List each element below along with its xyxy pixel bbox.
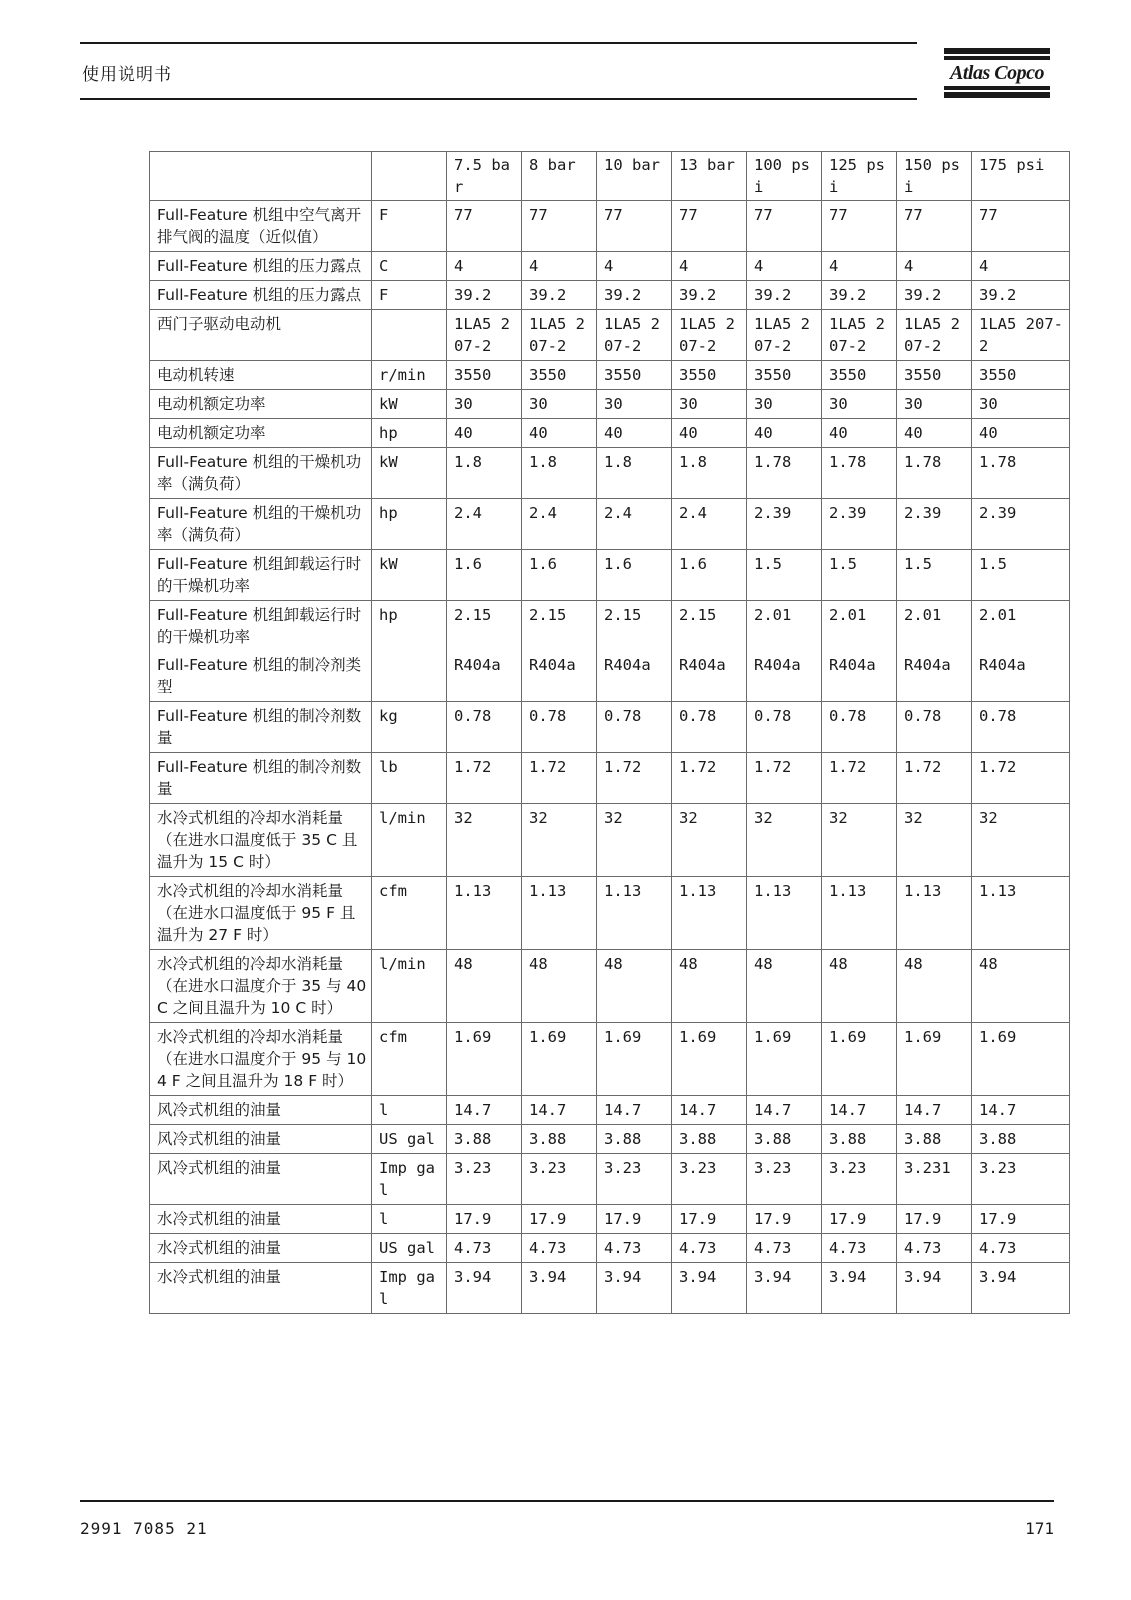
header-pressure-cell: 175 psi [972,152,1070,201]
value-cell: 3.23 [672,1154,747,1205]
header-pressure-cell: 8 bar [522,152,597,201]
logo-text: Atlas Copco [950,62,1044,84]
table-row [150,252,1070,281]
value-cell: 40 [972,419,1070,448]
value-cell: 2.01 [747,601,822,652]
value-cell: 1.13 [897,877,972,950]
value-cell: 1.72 [597,753,672,804]
value-cell: 2.4 [597,499,672,550]
unit-cell: l/min [372,804,447,877]
value-cell: 4 [522,252,597,281]
table-row [150,877,1070,950]
value-cell: 1.72 [447,753,522,804]
value-cell: 39.2 [897,281,972,310]
value-cell: 3.23 [447,1154,522,1205]
row-label: 水冷式机组的冷却水消耗量（在进水口温度低于 95 F 且温升为 27 F 时） [150,877,372,950]
value-cell: 3.23 [822,1154,897,1205]
atlas-copco-logo [944,48,1050,98]
value-cell: 1LA5 207-2 [822,310,897,361]
value-cell: 17.9 [972,1205,1070,1234]
value-cell: 2.4 [447,499,522,550]
unit-cell: kW [372,390,447,419]
value-cell: 0.78 [897,702,972,753]
value-cell: R404a [447,651,522,702]
value-cell: 3.94 [447,1263,522,1314]
value-cell: 3.23 [972,1154,1070,1205]
row-label: 电动机转速 [150,361,372,390]
value-cell: 39.2 [672,281,747,310]
table-row [150,310,1070,361]
unit-cell: l [372,1096,447,1125]
value-cell: 48 [897,950,972,1023]
value-cell: 77 [972,201,1070,252]
value-cell: 1.69 [897,1023,972,1096]
value-cell: R404a [597,651,672,702]
table-row [150,950,1070,1023]
table-row [150,702,1070,753]
value-cell: 30 [822,390,897,419]
value-cell: 17.9 [822,1205,897,1234]
value-cell: 17.9 [522,1205,597,1234]
value-cell: 1.13 [747,877,822,950]
unit-cell: lb [372,753,447,804]
value-cell: 48 [672,950,747,1023]
value-cell: 1LA5 207-2 [972,310,1070,361]
value-cell: 14.7 [447,1096,522,1125]
value-cell: 4 [972,252,1070,281]
table-row [150,499,1070,550]
unit-cell: r/min [372,361,447,390]
row-label: 水冷式机组的油量 [150,1234,372,1263]
value-cell: 14.7 [972,1096,1070,1125]
value-cell: 3550 [447,361,522,390]
value-cell: 4.73 [672,1234,747,1263]
value-cell: 39.2 [972,281,1070,310]
value-cell: 3.94 [747,1263,822,1314]
page-number: 171 [1025,1519,1054,1538]
value-cell: 40 [447,419,522,448]
value-cell: 3.88 [672,1125,747,1154]
value-cell: 3.94 [972,1263,1070,1314]
value-cell: 0.78 [522,702,597,753]
value-cell: 40 [747,419,822,448]
value-cell: 4.73 [972,1234,1070,1263]
header-pressure-cell: 13 bar [672,152,747,201]
value-cell: 48 [822,950,897,1023]
value-cell: 2.39 [747,499,822,550]
value-cell: 0.78 [972,702,1070,753]
header-pressure-cell: 150 psi [897,152,972,201]
value-cell: 2.01 [897,601,972,652]
value-cell: 1LA5 207-2 [897,310,972,361]
table-row [150,281,1070,310]
value-cell: 14.7 [897,1096,972,1125]
row-label: Full-Feature 机组的干燥机功率（满负荷） [150,499,372,550]
value-cell: 32 [822,804,897,877]
value-cell: 3.94 [672,1263,747,1314]
value-cell: 1.72 [822,753,897,804]
value-cell: 1.6 [597,550,672,601]
row-label: Full-Feature 机组的制冷剂数量 [150,753,372,804]
row-label: Full-Feature 机组中空气离开排气阀的温度（近似值） [150,201,372,252]
value-cell: 32 [522,804,597,877]
value-cell: 77 [447,201,522,252]
value-cell: 32 [747,804,822,877]
value-cell: 77 [897,201,972,252]
row-label: Full-Feature 机组的干燥机功率（满负荷） [150,448,372,499]
value-cell: 1.69 [972,1023,1070,1096]
unit-cell: US gal [372,1125,447,1154]
value-cell: 4 [822,252,897,281]
header-row [150,152,1070,201]
value-cell: 1.69 [447,1023,522,1096]
value-cell: 1.72 [522,753,597,804]
value-cell: 4 [747,252,822,281]
value-cell: 32 [672,804,747,877]
value-cell: 1LA5 207-2 [447,310,522,361]
value-cell: 1.72 [897,753,972,804]
value-cell: 32 [447,804,522,877]
value-cell: 2.4 [522,499,597,550]
table-row [150,419,1070,448]
header-rule-bottom [80,98,917,100]
value-cell: 4.73 [522,1234,597,1263]
row-label: 风冷式机组的油量 [150,1096,372,1125]
value-cell: 4 [672,252,747,281]
header-pressure-cell: 7.5 bar [447,152,522,201]
value-cell: 1.69 [747,1023,822,1096]
value-cell: 17.9 [897,1205,972,1234]
table-row [150,390,1070,419]
logo-bar [944,92,1050,98]
value-cell: 1.72 [972,753,1070,804]
value-cell: 39.2 [822,281,897,310]
value-cell: 2.39 [822,499,897,550]
table-row [150,1234,1070,1263]
value-cell: 3.88 [522,1125,597,1154]
row-label: Full-Feature 机组的压力露点 [150,252,372,281]
table-row [150,804,1070,877]
value-cell: 0.78 [822,702,897,753]
value-cell: 40 [672,419,747,448]
table-row [150,1023,1070,1096]
value-cell: 40 [822,419,897,448]
value-cell: 48 [597,950,672,1023]
row-label: 水冷式机组的油量 [150,1205,372,1234]
value-cell: 1.6 [447,550,522,601]
value-cell: 1.69 [822,1023,897,1096]
unit-cell [372,651,447,702]
value-cell: 3550 [897,361,972,390]
row-label: 水冷式机组的冷却水消耗量（在进水口温度低于 35 C 且温升为 15 C 时） [150,804,372,877]
value-cell: 40 [522,419,597,448]
value-cell: 3.88 [822,1125,897,1154]
value-cell: 1LA5 207-2 [747,310,822,361]
value-cell: 1.78 [897,448,972,499]
row-label: 电动机额定功率 [150,390,372,419]
value-cell: 1LA5 207-2 [522,310,597,361]
value-cell: 2.01 [822,601,897,652]
value-cell: 30 [522,390,597,419]
value-cell: 77 [747,201,822,252]
value-cell: 77 [672,201,747,252]
value-cell: 1.78 [972,448,1070,499]
value-cell: 14.7 [822,1096,897,1125]
value-cell: 4.73 [897,1234,972,1263]
value-cell: R404a [822,651,897,702]
value-cell: 30 [897,390,972,419]
value-cell: 1.5 [822,550,897,601]
value-cell: 32 [972,804,1070,877]
row-label: 水冷式机组的油量 [150,1263,372,1314]
table-row [150,601,1070,652]
value-cell: 3.94 [597,1263,672,1314]
table-row [150,1205,1070,1234]
value-cell: 1.5 [897,550,972,601]
value-cell: 77 [822,201,897,252]
value-cell: 32 [897,804,972,877]
value-cell: 3.88 [597,1125,672,1154]
value-cell: 2.39 [972,499,1070,550]
value-cell: 0.78 [672,702,747,753]
table-row [150,550,1070,601]
table-row [150,651,1070,702]
row-label: 水冷式机组的冷却水消耗量（在进水口温度介于 35 与 40 C 之间且温升为 10 C 时） [150,950,372,1023]
value-cell: 3550 [522,361,597,390]
value-cell: 48 [522,950,597,1023]
value-cell: 1.69 [597,1023,672,1096]
value-cell: 17.9 [597,1205,672,1234]
value-cell: 3550 [972,361,1070,390]
row-label: 西门子驱动电动机 [150,310,372,361]
value-cell: 1.6 [522,550,597,601]
header-pressure-cell: 10 bar [597,152,672,201]
table-row [150,1096,1070,1125]
table-row [150,753,1070,804]
value-cell: 17.9 [672,1205,747,1234]
unit-cell: hp [372,419,447,448]
row-label: 水冷式机组的冷却水消耗量（在进水口温度介于 95 与 104 F 之间且温升为 18 F 时） [150,1023,372,1096]
value-cell: 3.94 [522,1263,597,1314]
value-cell: 39.2 [747,281,822,310]
value-cell: 30 [447,390,522,419]
value-cell: 48 [447,950,522,1023]
header-rule-top [80,42,917,44]
value-cell: 1.78 [747,448,822,499]
value-cell: 1.72 [672,753,747,804]
value-cell: 1.69 [672,1023,747,1096]
value-cell: 1.8 [597,448,672,499]
value-cell: 30 [747,390,822,419]
unit-cell: US gal [372,1234,447,1263]
unit-cell: Imp gal [372,1263,447,1314]
unit-cell: kg [372,702,447,753]
value-cell: 40 [897,419,972,448]
row-label: 电动机额定功率 [150,419,372,448]
value-cell: 1.13 [822,877,897,950]
unit-cell: hp [372,499,447,550]
unit-cell: kW [372,448,447,499]
value-cell: 1LA5 207-2 [672,310,747,361]
unit-cell: hp [372,601,447,652]
value-cell: 30 [672,390,747,419]
value-cell: 17.9 [747,1205,822,1234]
value-cell: 1.72 [747,753,822,804]
row-label: Full-Feature 机组卸载运行时的干燥机功率 [150,550,372,601]
value-cell: 39.2 [522,281,597,310]
table-body [150,201,1070,1314]
value-cell: 17.9 [447,1205,522,1234]
value-cell: 4.73 [597,1234,672,1263]
table-row [150,201,1070,252]
header-pressure-cell: 125 psi [822,152,897,201]
value-cell: 14.7 [747,1096,822,1125]
value-cell: 3.94 [822,1263,897,1314]
header-pressure-cell: 100 psi [747,152,822,201]
value-cell: 14.7 [522,1096,597,1125]
value-cell: 14.7 [672,1096,747,1125]
value-cell: 3550 [822,361,897,390]
value-cell: 3.23 [522,1154,597,1205]
value-cell: 39.2 [597,281,672,310]
value-cell: 4.73 [447,1234,522,1263]
value-cell: 0.78 [447,702,522,753]
value-cell: 32 [597,804,672,877]
value-cell: 1.13 [597,877,672,950]
value-cell: 48 [747,950,822,1023]
unit-cell: kW [372,550,447,601]
table-row [150,1154,1070,1205]
value-cell: 1LA5 207-2 [597,310,672,361]
value-cell: R404a [897,651,972,702]
logo-bar [944,48,1050,54]
value-cell: 3.88 [897,1125,972,1154]
value-cell: 4 [597,252,672,281]
logo-bar [944,86,1050,90]
value-cell: 2.15 [672,601,747,652]
value-cell: R404a [672,651,747,702]
table-row [150,1125,1070,1154]
value-cell: 14.7 [597,1096,672,1125]
value-cell: 2.39 [897,499,972,550]
value-cell: 1.13 [522,877,597,950]
value-cell: 1.13 [672,877,747,950]
value-cell: 1.78 [822,448,897,499]
value-cell: 77 [597,201,672,252]
table-row [150,361,1070,390]
unit-cell: cfm [372,1023,447,1096]
value-cell: 4 [447,252,522,281]
value-cell: 3.88 [447,1125,522,1154]
value-cell: R404a [522,651,597,702]
value-cell: 4 [897,252,972,281]
value-cell: 0.78 [747,702,822,753]
value-cell: 1.8 [447,448,522,499]
value-cell: R404a [972,651,1070,702]
value-cell: 3.23 [747,1154,822,1205]
value-cell: R404a [747,651,822,702]
value-cell: 1.13 [972,877,1070,950]
table-header [150,152,1070,201]
technical-data-table [149,151,1070,1314]
value-cell: 30 [597,390,672,419]
value-cell: 3.88 [972,1125,1070,1154]
unit-cell: C [372,252,447,281]
value-cell: 3.88 [747,1125,822,1154]
document-title: 使用说明书 [82,65,172,85]
value-cell: 3550 [672,361,747,390]
value-cell: 48 [972,950,1070,1023]
table-row [150,448,1070,499]
value-cell: 3550 [747,361,822,390]
row-label: 风冷式机组的油量 [150,1154,372,1205]
value-cell: 1.8 [672,448,747,499]
value-cell: 2.15 [522,601,597,652]
value-cell: 2.01 [972,601,1070,652]
value-cell: 39.2 [447,281,522,310]
unit-cell: F [372,201,447,252]
unit-cell: cfm [372,877,447,950]
unit-cell: Imp gal [372,1154,447,1205]
unit-cell: l [372,1205,447,1234]
value-cell: 1.5 [972,550,1070,601]
value-cell: 1.13 [447,877,522,950]
unit-cell [372,310,447,361]
value-cell: 1.69 [522,1023,597,1096]
value-cell: 2.4 [672,499,747,550]
row-label: Full-Feature 机组的制冷剂类型 [150,651,372,702]
table-row [150,1263,1070,1314]
value-cell: 3.94 [897,1263,972,1314]
value-cell: 4.73 [822,1234,897,1263]
row-label: Full-Feature 机组的制冷剂数量 [150,702,372,753]
unit-cell: l/min [372,950,447,1023]
footer-rule [80,1500,1054,1502]
header-unit-cell [372,152,447,201]
value-cell: 40 [597,419,672,448]
value-cell: 3.23 [597,1154,672,1205]
value-cell: 3550 [597,361,672,390]
value-cell: 2.15 [597,601,672,652]
value-cell: 4.73 [747,1234,822,1263]
row-label: 风冷式机组的油量 [150,1125,372,1154]
value-cell: 3.231 [897,1154,972,1205]
row-label: Full-Feature 机组的压力露点 [150,281,372,310]
header-label-cell [150,152,372,201]
document-number: 2991 7085 21 [80,1519,208,1538]
unit-cell: F [372,281,447,310]
value-cell: 0.78 [597,702,672,753]
value-cell: 30 [972,390,1070,419]
row-label: Full-Feature 机组卸载运行时的干燥机功率 [150,601,372,652]
value-cell: 1.5 [747,550,822,601]
value-cell: 2.15 [447,601,522,652]
value-cell: 1.6 [672,550,747,601]
value-cell: 1.8 [522,448,597,499]
value-cell: 77 [522,201,597,252]
